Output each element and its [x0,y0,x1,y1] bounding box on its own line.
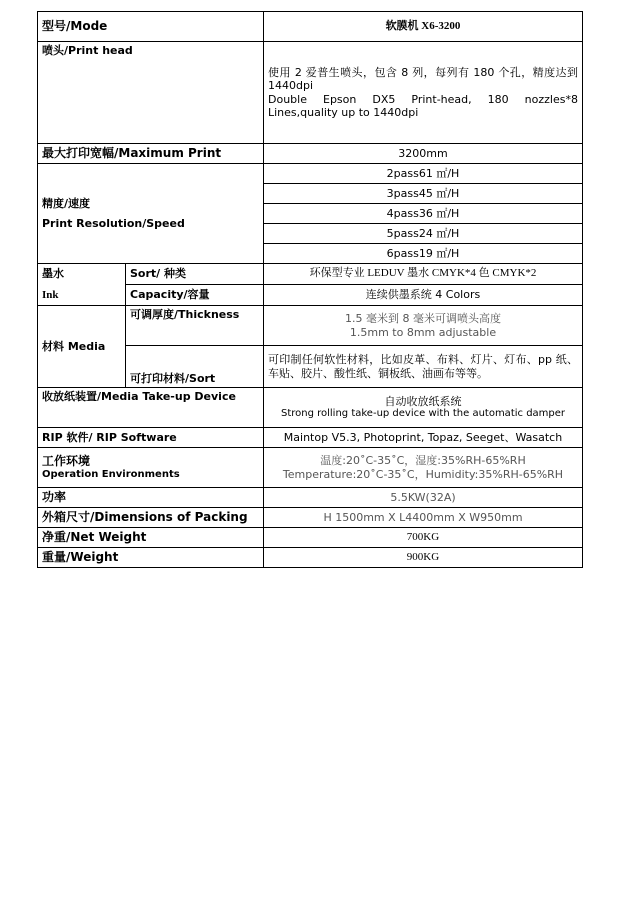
table-row [38,428,583,448]
ink-sort-label: Sort/ 种类 [126,264,264,285]
media-printable-label: 可打印材料/Sort [126,346,264,388]
power-label: 功率 [38,488,264,508]
table-row [38,144,583,164]
net-weight-value: 700KG [264,528,583,548]
rip-value: Maintop V5.3, Photoprint, Topaz, Seeget、Wasatch [264,428,583,448]
takeup-value-cn: 自动收放纸系统 [384,394,462,408]
model-value: 软膜机 X6-3200 [264,12,583,42]
table-row [38,388,583,428]
environment-value-en: Temperature:20˚C-35˚C，Humidity:35%RH-65%RH [282,467,564,481]
environment-value-cn: 温度:20˚C-35˚C，湿度:35%RH-65%RH [320,454,526,468]
table-row [38,42,583,144]
takeup-value [264,388,583,428]
max-print-value: 3200mm [264,144,583,164]
ink-sort-value: 环保型专业 LEDUV 墨水 CMYK*4 色 CMYK*2 [264,264,583,285]
media-thickness-value [264,306,583,346]
power-value: 5.5KW(32A) [264,488,583,508]
table-row [38,12,583,42]
resolution-row-4: 5pass24 ㎡/H [264,224,583,244]
table-row [38,306,583,346]
environment-label-en: Operation Environments [42,468,180,480]
weight-label: 重量/Weight [38,548,264,568]
net-weight-label: 净重/Net Weight [38,528,264,548]
table-row [38,508,583,528]
model-label: 型号/Mode [38,12,264,42]
ink-capacity-value: 连续供墨系统 4 Colors [264,285,583,306]
table-row [38,528,583,548]
resolution-row-2: 3pass45 ㎡/H [264,184,583,204]
printhead-label: 喷头/Print head [38,42,264,144]
printhead-value-cn: 使用 2 爱普生喷头，包含 8 列，每列有 180 个孔，精度达到 1440dpi [268,66,578,93]
ink-capacity-label: Capacity/容量 [126,285,264,306]
dimensions-value: H 1500mm X L4400mm X W950mm [264,508,583,528]
media-thickness-label: 可调厚度/Thickness [126,306,264,346]
resolution-row-1: 2pass61 ㎡/H [264,164,583,184]
printhead-value-en: Double Epson DX5 Print-head, 180 nozzles*8 Lines,quality up to 1440dpi [268,92,578,119]
rip-label: RIP 软件/ RIP Software [38,428,264,448]
media-printable-value: 可印制任何软性材料，比如皮革、布料、灯片、灯布、pp 纸、车贴、胶片、酸性纸、铜板纸、油画布等等。 [264,346,583,388]
environment-value [264,448,583,488]
environment-label [38,448,264,488]
printhead-value [264,42,583,144]
table-row [38,548,583,568]
max-print-label: 最大打印宽幅/Maximum Print [38,144,264,164]
media-label: 材料 Media [38,306,126,388]
spec-table [37,11,583,568]
table-row [38,164,583,184]
resolution-label-en: Print Resolution/Speed [42,216,185,230]
ink-label [38,264,126,306]
media-thickness-en: 1.5mm to 8mm adjustable [349,325,497,339]
media-thickness-cn: 1.5 毫米到 8 毫米可调喷头高度 [345,312,501,326]
environment-label-cn: 工作环境 [42,454,91,469]
resolution-row-5: 6pass19 ㎡/H [264,244,583,264]
weight-value: 900KG [264,548,583,568]
ink-label-en: Ink [42,288,59,301]
table-row [38,264,583,285]
resolution-label [38,164,264,264]
resolution-row-3: 4pass36 ㎡/H [264,204,583,224]
table-row [38,448,583,488]
takeup-label: 收放纸装置/Media Take-up Device [38,388,264,428]
ink-label-cn: 墨水 [42,267,64,281]
resolution-label-cn: 精度/速度 [42,197,91,211]
takeup-value-en: Strong rolling take-up device with the automatic damper [280,408,566,420]
table-row [38,488,583,508]
dimensions-label: 外箱尺寸/Dimensions of Packing [38,508,264,528]
